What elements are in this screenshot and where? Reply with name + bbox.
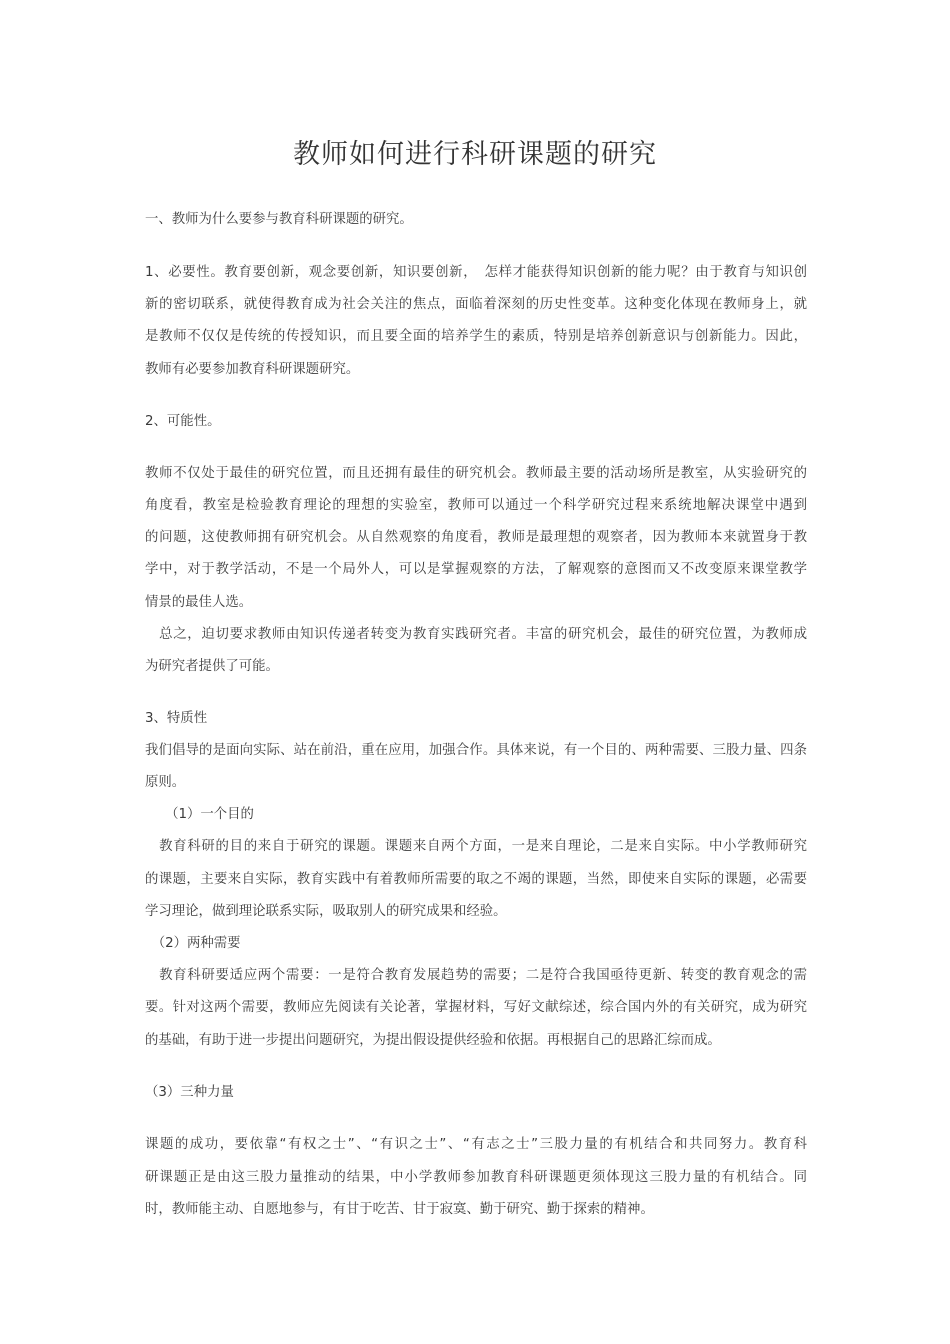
paragraph-line: 教师有必要参加教育科研课题研究。: [145, 362, 360, 377]
paragraph-line: 教师不仅处于最佳的研究位置，而且还拥有最佳的研究机会。教师最主要的活动场所是教室，从实验研究的: [145, 466, 807, 481]
paragraph-line: 课题的成功，要依靠“有权之士”、“有识之士”、“有志之士”三股力量的有机结合和共同努力。教育科: [145, 1137, 807, 1152]
subheading-possibility: 2、可能性。: [145, 414, 221, 429]
subheading-one-goal: （1）一个目的: [145, 807, 254, 822]
subheading-three-forces: （3）三种力量: [145, 1085, 234, 1100]
paragraph-line: 情景的最佳人选。: [145, 595, 253, 610]
subheading-two-needs: （2）两种需要: [145, 936, 241, 951]
paragraph-line: 学习理论，做到理论联系实际，吸取别人的研究成果和经验。: [145, 904, 507, 919]
paragraph-line: 1、必要性。教育要创新，观念要创新，知识要创新， 怎样才能获得知识创新的能力呢？由于教育与知识创: [145, 265, 807, 280]
subheading-characteristics: 3、特质性: [145, 711, 208, 726]
document-title: 教师如何进行科研课题的研究: [293, 139, 657, 170]
paragraph-line: 要。针对这两个需要，教师应先阅读有关论著，掌握材料，写好文献综述，综合国内外的有关研究，成为研究: [145, 1000, 807, 1015]
paragraph-line: 为研究者提供了可能。: [145, 659, 279, 674]
paragraph-line: 总之，迫切要求教师由知识传递者转变为教育实践研究者。丰富的研究机会，最佳的研究位置，为教师成: [145, 627, 807, 642]
paragraph-line: 时，教师能主动、自愿地参与，有甘于吃苦、甘于寂寞、勤于研究、勤于探索的精神。: [145, 1202, 654, 1217]
paragraph-line: 的课题，主要来自实际，教育实践中有着教师所需要的取之不竭的课题，当然，即使来自实际的课题，必需要: [145, 872, 807, 887]
paragraph-line: 原则。: [145, 775, 186, 790]
paragraph-line: 教育科研的目的来自于研究的课题。课题来自两个方面，一是来自理论，二是来自实际。中小学教师研究: [145, 839, 807, 854]
heading-section-1: 一、教师为什么要参与教育科研课题的研究。: [145, 212, 413, 227]
paragraph-line: 是教师不仅仅是传统的传授知识，而且要全面的培养学生的素质，特别是培养创新意识与创新能力。因此，: [145, 329, 807, 344]
paragraph-line: 角度看，教室是检验教育理论的理想的实验室，教师可以通过一个科学研究过程来系统地解决课堂中遇到: [145, 498, 807, 513]
paragraph-line: 新的密切联系，就使得教育成为社会关注的焦点，面临着深刻的历史性变革。这种变化体现在教师身上，就: [145, 297, 807, 312]
paragraph-line: 教育科研要适应两个需要：一是符合教育发展趋势的需要；二是符合我国亟待更新、转变的教育观念的需: [145, 968, 807, 983]
paragraph-line: 我们倡导的是面向实际、站在前沿，重在应用，加强合作。具体来说，有一个目的、两种需要、三股力量、四条: [145, 743, 807, 758]
paragraph-line: 的问题，这使教师拥有研究机会。从自然观察的角度看，教师是最理想的观察者，因为教师本来就置身于教: [145, 530, 807, 545]
paragraph-line: 研课题正是由这三股力量推动的结果，中小学教师参加教育科研课题更须体现这三股力量的有机结合。同: [145, 1170, 807, 1185]
paragraph-line: 的基础，有助于进一步提出问题研究，为提出假设提供经验和依据。再根据自己的思路汇综而成。: [145, 1033, 721, 1048]
paragraph-line: 学中，对于教学活动，不是一个局外人，可以是掌握观察的方法，了解观察的意图而又不改变原来课堂教学: [145, 562, 807, 577]
